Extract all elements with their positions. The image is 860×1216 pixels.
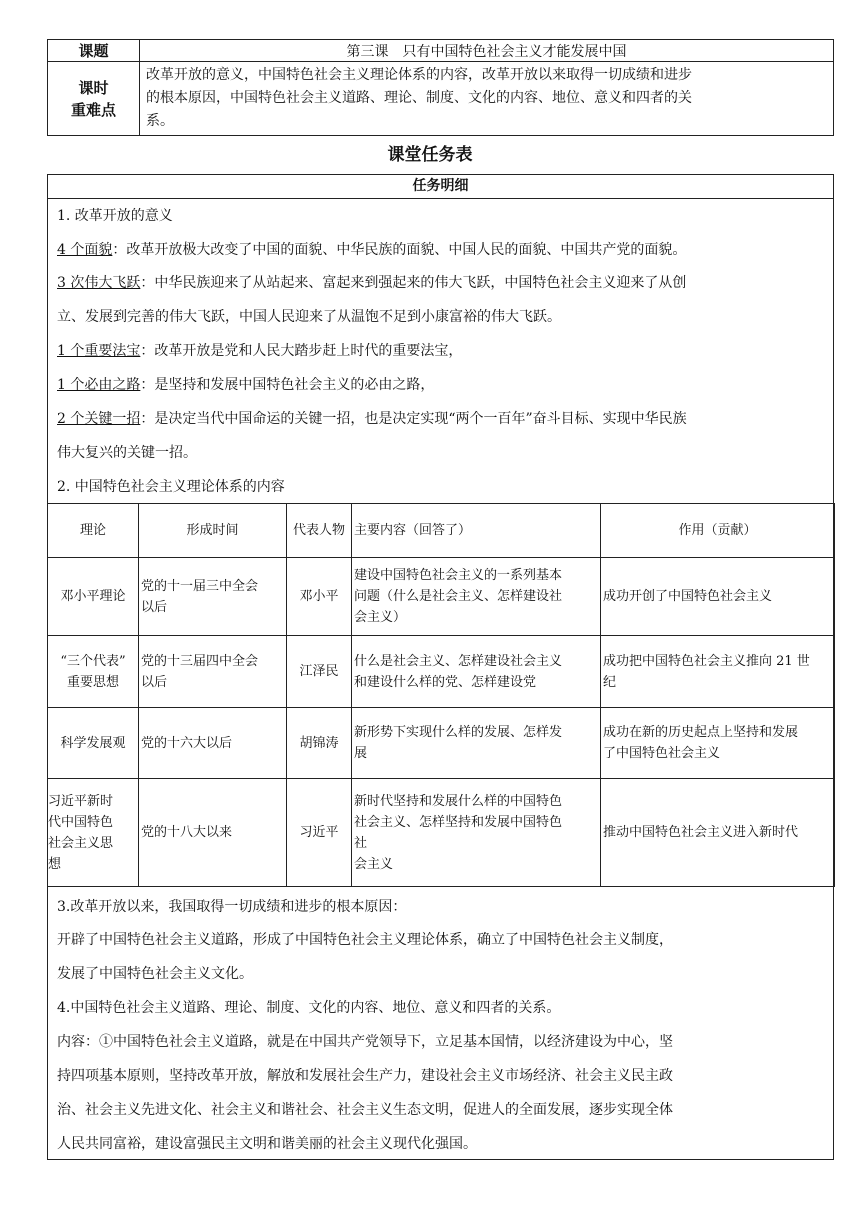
table-row <box>48 558 835 636</box>
section4-heading: 4.中国特色社会主义道路、理论、制度、文化的内容、地位、意义和四者的关系。 <box>57 1000 561 1016</box>
cell-person: 习近平 <box>287 779 352 887</box>
cell-content: 新形势下实现什么样的发展、怎样发 展 <box>352 708 601 779</box>
cell-role: 成功把中国特色社会主义推向 21 世 纪 <box>601 636 835 708</box>
cell-content: 新时代坚持和发展什么样的中国特色 社会主义、怎样坚持和发展中国特色 社 会主义 <box>352 779 601 887</box>
cell-theory: “三个代表” 重要思想 <box>48 636 139 708</box>
section4-line: 内容：①中国特色社会主义道路，就是在中国共产党领导下，立足基本国情，以经济建设为中心，坚 <box>57 1034 673 1050</box>
task-header: 任务明细 <box>47 174 834 199</box>
focus-label-line-2: 重难点 <box>70 100 116 119</box>
table-row <box>48 779 835 887</box>
item-text: ：改革开放是党和人民大踏步赶上时代的重要法宝， <box>140 343 463 359</box>
section4-line: 人民共同富裕，建设富强民主文明和谐美丽的社会主义现代化强国。 <box>57 1136 477 1152</box>
table-row <box>48 708 835 779</box>
cell-role: 推动中国特色社会主义进入新时代 <box>601 779 835 887</box>
table-row <box>48 636 835 708</box>
col-header: 代表人物 <box>287 504 352 558</box>
section1-item <box>57 409 829 429</box>
item-text: ：是决定当代中国命运的关键一招，也是决定实现“两个一百年”奋斗目标、实现中华民族 <box>140 411 687 427</box>
section1-item <box>57 341 829 361</box>
cell-theory: 习近平新时 代中国特色 社会主义思 想 <box>48 779 139 887</box>
item-key: 1 个重要法宝 <box>57 343 141 359</box>
cell-time: 党的十八大以来 <box>139 779 287 887</box>
focus-label <box>48 62 140 136</box>
item-text: ：改革开放极大改变了中国的面貌、中华民族的面貌、中国人民的面貌、中国共产党的面貌。 <box>112 242 687 258</box>
section1-heading: 1. 改革开放的意义 <box>57 208 173 224</box>
col-header: 理论 <box>48 504 139 558</box>
topic-label: 课题 <box>48 40 140 62</box>
section3-line: 发展了中国特色社会主义文化。 <box>57 966 253 982</box>
item-text: ：中华民族迎来了从站起来、富起来到强起来的伟大飞跃，中国特色社会主义迎来了从创 <box>140 275 687 291</box>
section1-item <box>57 240 829 260</box>
focus-text <box>140 62 834 136</box>
cell-time: 党的十六大以后 <box>139 708 287 779</box>
cell-theory: 科学发展观 <box>48 708 139 779</box>
col-header: 主要内容（回答了） <box>352 504 601 558</box>
item-key: 3 次伟大飞跃 <box>57 275 141 291</box>
cell-person: 邓小平 <box>287 558 352 636</box>
section3-line: 开辟了中国特色社会主义道路，形成了中国特色社会主义理论体系，确立了中国特色社会主义制度， <box>57 932 673 948</box>
col-header: 形成时间 <box>139 504 287 558</box>
focus-label-line-1: 课时 <box>78 78 109 97</box>
cell-time: 党的十三届四中全会 以后 <box>139 636 287 708</box>
item-key: 1 个必由之路 <box>57 377 141 393</box>
cell-theory: 邓小平理论 <box>48 558 139 636</box>
item-key: 2 个关键一招 <box>57 411 141 427</box>
col-header: 作用（贡献） <box>601 504 835 558</box>
section1-item <box>57 375 829 395</box>
section2-heading: 2. 中国特色社会主义理论体系的内容 <box>57 479 285 495</box>
theory-table <box>47 503 835 887</box>
section1-item-cont: 立、发展到完善的伟大飞跃，中国人民迎来了从温饱不足到小康富裕的伟大飞跃。 <box>57 309 561 325</box>
topic-value: 第三课 只有中国特色社会主义才能发展中国 <box>140 40 834 62</box>
focus-line: 的根本原因，中国特色社会主义道路、理论、制度、文化的内容、地位、意义和四者的关 <box>146 90 692 106</box>
section3-heading: 3.改革开放以来，我国取得一切成绩和进步的根本原因： <box>57 899 407 915</box>
focus-line: 改革开放的意义，中国特色社会主义理论体系的内容，改革开放以来取得一切成绩和进步 <box>146 67 692 83</box>
cell-time: 党的十一届三中全会 以后 <box>139 558 287 636</box>
cell-role: 成功在新的历史起点上坚持和发展 了中国特色社会主义 <box>601 708 835 779</box>
theory-table-header <box>48 504 835 558</box>
item-text: ：是坚持和发展中国特色社会主义的必由之路， <box>140 377 435 393</box>
section1-item-cont: 伟大复兴的关键一招。 <box>57 445 197 461</box>
cell-content: 什么是社会主义、怎样建设社会主义 和建设什么样的党、怎样建设党 <box>352 636 601 708</box>
page-title: 课堂任务表 <box>387 145 473 165</box>
focus-line: 系。 <box>146 113 174 129</box>
section4-line: 治、社会主义先进文化、社会主义和谐社会、社会主义生态文明，促进人的全面发展，逐步实现全体 <box>57 1102 673 1118</box>
section4-line: 持四项基本原则，坚持改革开放，解放和发展社会生产力，建设社会主义市场经济、社会主义民主政 <box>57 1068 673 1084</box>
lesson-header-table <box>47 39 834 136</box>
cell-content: 建设中国特色社会主义的一系列基本 问题（什么是社会主义、怎样建设社 会主义） <box>352 558 601 636</box>
item-key: 4 个面貌 <box>57 242 113 258</box>
cell-person: 胡锦涛 <box>287 708 352 779</box>
cell-person: 江泽民 <box>287 636 352 708</box>
section1-item <box>57 273 829 293</box>
cell-role: 成功开创了中国特色社会主义 <box>601 558 835 636</box>
